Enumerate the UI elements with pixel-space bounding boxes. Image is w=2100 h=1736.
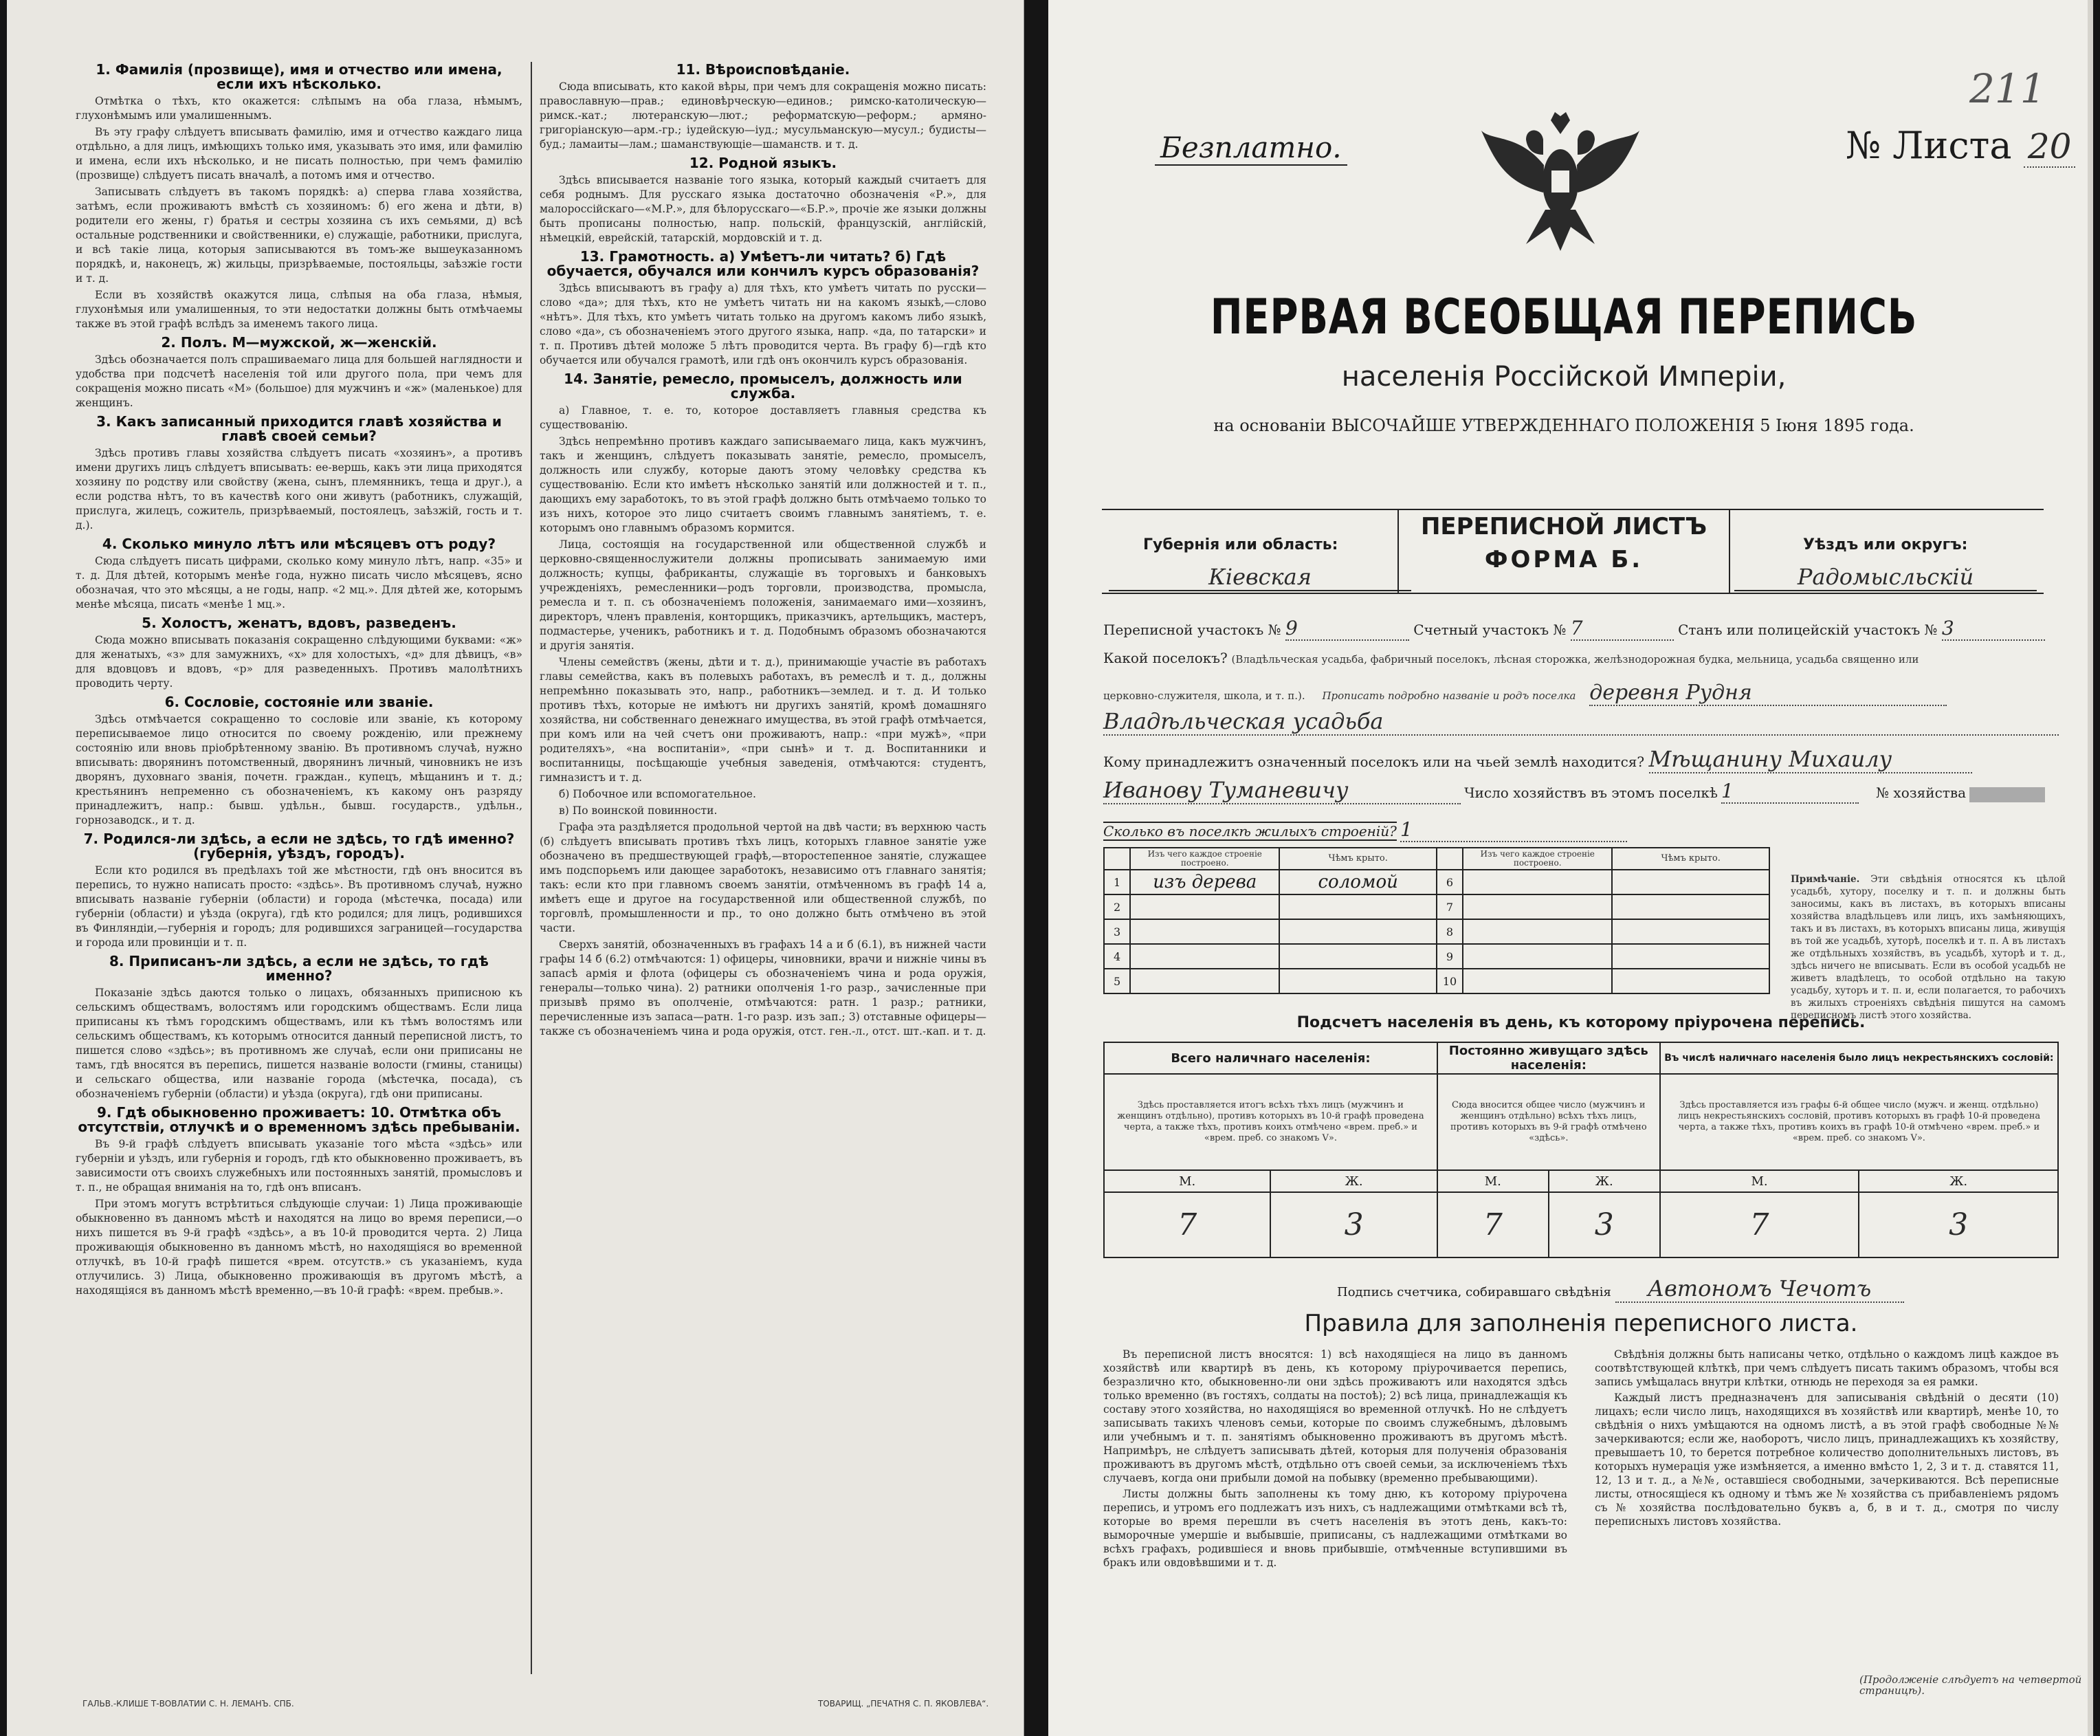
- buildings-row: [1104, 894, 1769, 919]
- section-paragraph: Здѣсь вписываютъ въ графу а) для тѣхъ, кто умѣетъ читать по русски—слово «да»; для тѣхъ, кто не умѣетъ читать ни на какомъ языкѣ,—слово «нѣтъ». Для тѣхъ, кто умѣетъ читать только на другомъ какомъ либо языкѣ, слово «да», съ обозначеніемъ этого другого языка, напр. «да, по татарски» и т. п. Противъ дѣтей моложе 5 лѣтъ проводится черта. Въ графу б)—гдѣ кто обучается или обучался грамотѣ, или гдѣ онъ окончилъ курсъ образованія.: [540, 282, 986, 366]
- rules-paragraph: Каждый листъ предназначенъ для записыванія свѣдѣній о десяти (10) лицахъ; если число лицъ, находящихся въ хозяйствѣ или квартирѣ, менѣе 10, то свѣдѣнія о нихъ умѣщаются на одномъ листѣ, а въ этой графѣ свободные №№ зачеркиваются; если же, наоборотъ, число лицъ, принадлежащихъ къ хозяйству, превышаетъ 10, то берется потребное количество дополнительныхъ листовъ, въ которыхъ нумерація уже измѣняется, а именно вмѣсто 1, 2, 3 и т. д. ставятся 11, 12, 13 и т. д., а №№, оставшіеся свободными, зачеркиваются. Всѣ переписные листы, относящіеся къ одному и тѣмъ же № хозяйства съ прибавленіемъ рядомъ съ № хозяйства послѣдовательно буквъ а, б, в и т. д., смотря по числу переписныхъ листовъ хозяйства.: [1595, 1392, 2059, 1528]
- section-heading: 8. Приписанъ-ли здѣсь, а если не здѣсь, то гдѣ именно?: [109, 953, 489, 984]
- rules-column-right: [1595, 1348, 2059, 1530]
- rules-title: Правила для заполненія переписного листа.: [1304, 1310, 1858, 1337]
- buildings-table-body: [1104, 870, 1769, 993]
- count-district-label: Счетный участокъ №: [1413, 622, 1567, 638]
- section-paragraph: Здѣсь вписывается названіе того языка, который каждый считаетъ для себя роднымъ. Для русскаго языка достаточно обозначенія «Р.», для малороссійскаго—«М.Р.», для бѣлорусскаго—«Б.Р.», прочіе же языки должны быть прописаны полностью, напр. польскій, французскій, англійскій, нѣмецкій, еврейскій, татарскій, мордовскій и т. д.: [540, 174, 986, 244]
- households-value: 1: [1721, 780, 1859, 804]
- bld-row-roof: [1612, 870, 1769, 894]
- district-value: Радомысльскій: [1734, 564, 2037, 591]
- signature-row: [1337, 1275, 1904, 1303]
- column-divider: [531, 62, 532, 1674]
- buildings-row: [1104, 919, 1769, 944]
- rules-paragraph: Листы должны быть заполнены къ тому дню, къ которому пріурочена перепись, и утромъ его подлежатъ изъ нихъ, съ надлежащими отмѣтками всѣ тѣ, которые во время перешли въ счетъ населенія въ этотъ день, какъ-то: выморочные умершіе и выбывшіе, приписаны, съ надлежащими отмѣтками во всѣхъ графахъ, родившіеся и вновь прибывшіе, отмѣченные вступившими въ бракъ или овдовѣвшими и т. д.: [1103, 1488, 1567, 1569]
- owner-value-2: Иванову Туманевичу: [1103, 777, 1461, 804]
- rules-paragraph: Свѣдѣнія должны быть написаны четко, отдѣльно о каждомъ лицѣ каждое въ соотвѣтствующей клѣткѣ, при чемъ слѣдуетъ писать такимъ образомъ, чтобы вся запись умѣщалась внутри клѣтки, отнюдь не переходя за ея рамки.: [1595, 1348, 2059, 1388]
- bld-row-roof: [1279, 919, 1437, 944]
- settlement-hint: (Владѣльческая усадьба, фабричный поселокъ, лѣсная сторожка, желѣзнодорожная будка, мельница, усадьба священно или: [1231, 653, 1919, 666]
- bld-row-material: [1130, 944, 1279, 969]
- bld-row-roof: [1279, 894, 1437, 919]
- section-paragraph: Въ эту графу слѣдуетъ вписывать фамилію, имя и отчество каждаго лица отдѣльно, а для лицъ, имѣющихъ только имя, указывать это имя, или фамилію и имена, если ихъ нѣсколько, и не писать полностью, при чемъ фамилію (прозвище) слѣдуетъ писать вначалѣ, а потомъ имя и отчество.: [76, 126, 522, 182]
- buildings-value: 1: [1400, 818, 1627, 842]
- bld-row-roof: [1612, 969, 1769, 993]
- population-table: [1103, 1042, 2059, 1258]
- section-paragraph: Если кто родился въ предѣлахъ той же мѣстности, гдѣ онъ вносится въ перепись, то нужно написать просто: «здѣсь». Въ противномъ случаѣ, нужно вписывать названіе губерніи (области) и города (мѣстечка, посада) или губерніи (области) и уѣзда (округа), гдѣ кто родился; для лицъ, родившихся въ Финляндіи,—губернія и городъ; для родившихся заграницей—государства и города или провинціи и т. п.: [76, 864, 522, 949]
- right-page: [1048, 0, 2093, 1736]
- note-text: Эти свѣдѣнія относятся къ цѣлой усадьбѣ, хутору, поселку и т. п. и должны быть заносимы, какъ въ листахъ, въ которыхъ вписаны хозяйства владѣльцевъ или лицъ, ихъ замѣняющихъ, такъ и въ листахъ, въ которыхъ вписаны лица, живущія въ той же усадьбѣ, хуторѣ, поселкѣ и т. п. А въ листахъ же отдѣльныхъ хозяйствъ, въ усадьбѣ, хуторѣ и т. д., здѣсь ничего не вписывать. Если въ особой усадьбѣ не живетъ владѣлецъ, то особой отдѣльно на такую усадьбу, хуторъ и т. п. и, если полагается, то рабочихъ въ жилыхъ строеніяхъ свѣдѣнія пишутся на самомъ переписномъ листѣ этого хозяйства.: [1791, 874, 2066, 1021]
- bld-row-material: [1463, 919, 1612, 944]
- bld-row-material: изъ дерева: [1130, 870, 1279, 894]
- section-paragraph: Члены семействъ (жены, дѣти и т. д.), принимающіе участіе въ работахъ главы семейства, какъ въ полевыхъ работахъ, въ ремеслѣ и т. д., должны непремѣнно показывать это, напр., работникъ—землед. и т. д. И только противъ тѣхъ, которые не имѣютъ ни другихъ занятій, кромѣ домашняго хозяйства, ни собственнаго денежнаго имущества, въ этой графѣ отмѣчается, при комъ или на чей счетъ они проживаютъ, напр.: «при мужѣ», «при родителяхъ», «на воспитаніи», «при сынѣ» и т. д. Воспитанники и воспитанницы, посѣщающіе учебныя заведенія, отмѣчаются: студентъ, гимназистъ и т. д.: [540, 656, 986, 784]
- settlement-value-2: Владѣльческая усадьба: [1103, 708, 2059, 736]
- form-title: ПЕРЕПИСНОЙ ЛИСТЪ: [1420, 513, 1707, 540]
- signature-value: Автономъ Чечотъ: [1615, 1275, 1904, 1303]
- settlement-value-1: деревня Рудня: [1589, 681, 1947, 706]
- pop-present-m: 7: [1104, 1192, 1270, 1257]
- free-label: Безплатно.: [1155, 131, 1347, 166]
- bld-head-material-2: Изъ чего каждое строеніе построено.: [1463, 848, 1612, 870]
- bld-row-roof: [1612, 919, 1769, 944]
- buildings-table: [1103, 847, 1770, 994]
- instructions-column-right: [540, 58, 986, 1674]
- bld-row-number: 3: [1104, 919, 1130, 944]
- section-heading: 6. Сословіе, состояніе или званіе.: [164, 694, 434, 710]
- pop-text-present: Здѣсь проставляется итогъ всѣхъ тѣхъ лицъ (мужчинъ и женщинъ отдѣльно), противъ которыхъ въ 10-й графѣ проведена черта, а также тѣхъ, противъ коихъ отмѣчено «врем. преб.» и «врем. преб. со знакомъ V».: [1104, 1074, 1437, 1170]
- owner-value-1: Мѣщанину Михаилу: [1649, 746, 1972, 773]
- census-basis: на основаніи ВЫСОЧАЙШЕ УТВЕРЖДЕННАГО ПОЛОЖЕНІЯ 5 Іюня 1895 года.: [1213, 416, 1914, 435]
- sheet-number-field: [1846, 124, 2075, 167]
- bld-row-number: 1: [1104, 870, 1130, 894]
- note-block: [1791, 873, 2066, 1022]
- pop-text-nonpeasant: Здѣсь проставляется изъ графы 6-й общее число (мужч. и женщ. отдѣльно) лицъ некрестьянскихъ сословій, противъ которыхъ въ графѣ 10-й проведена черта, а также тѣхъ, противъ коихъ въ графѣ 10-й отмѣчено «врем. преб.» и «врем. преб. со знакомъ V».: [1660, 1074, 2058, 1170]
- household-no-value: [1969, 787, 2045, 802]
- pop-f-label-2: Ж.: [1549, 1170, 1660, 1192]
- section-paragraph: Лица, состоящія на государственной или общественной службѣ и церковно-священнослужители должны прописывать занимаемую ими должность; купцы, фабриканты, служащіе въ торговыхъ и банковыхъ учрежденіяхъ, ремесленники—родъ торговли, производства, промысла, ремесла и т. п. съ обозначеніемъ положенія, занимаемаго ими—хозяинъ, директоръ, членъ правленія, конторщикъ, приказчикъ, артельщикъ, мастеръ, подмастерье, ученикъ, работникъ и т. д. Подобнымъ образомъ обозначаются и другія занятія.: [540, 538, 986, 652]
- province-value: Кіевская: [1109, 564, 1411, 591]
- section-paragraph: Здѣсь противъ главы хозяйства слѣдуетъ писать «хозяинъ», а противъ имени другихъ лицъ слѣдуетъ вписывать: ее-вершь, какъ эти лица приходятся хозяину по родству или свойству (жена, сынъ, племянникъ, теща и друг.), а если родства нѣтъ, то въ качествѣ кого они живутъ (работникъ, служащій, прислуга, жилецъ, сожитель, призрѣваемый, постоялецъ, заѣзжій, гость и т. д.).: [76, 447, 522, 531]
- section-paragraph: Здѣсь отмѣчается сокращенно то сословіе или званіе, къ которому переписываемое лицо относится по своему рожденію, или прежнему состоянію или вновь пріобрѣтенному званію. Въ противномъ случаѣ, нужно вписывать: дворянинъ потомственный, дворянинъ личный, чиновникъ не изъ дворянъ, духовнаго званія, почетн. граждан., купецъ, мѣщанинъ и т. д.; крестьянинъ непременно съ обозначеніемъ, къ какому онъ разряду принадлежитъ, напр.: бывш. удѣльн., бывш. государств., удѣльн., горнозаводск., и т. д.: [76, 713, 522, 826]
- bld-row-number: 2: [1104, 894, 1130, 919]
- section-paragraph: а) Главное, т. е. то, которое доставляетъ главныя средства къ существованію.: [540, 404, 986, 431]
- bld-head-material: Изъ чего каждое строеніе построено.: [1130, 848, 1279, 870]
- stan-label: Станъ или полицейскій участокъ №: [1678, 622, 1938, 638]
- pop-m-label-2: М.: [1437, 1170, 1549, 1192]
- pop-f-label-3: Ж.: [1859, 1170, 2058, 1192]
- section-paragraph: Сюда можно вписывать показанія сокращенно слѣдующими буквами: «ж» для женатыхъ, «з» для замужнихъ, «х» для холостыхъ, «д» для дѣвицъ, «в» для вдовцовъ и вдовъ, «р» для разведенныхъ. Противъ малолѣтнихъ проводить черту.: [76, 634, 522, 690]
- note-title: Примѣчаніе.: [1791, 874, 1860, 885]
- section-heading: 13. Грамотность. а) Умѣетъ-ли читать? б) Гдѣ обучается, обучался или кончилъ курсъ образованія?: [546, 248, 980, 279]
- census-title: ПЕРВАЯ ВСЕОБЩАЯ ПЕРЕПИСЬ: [1210, 289, 1918, 345]
- section-paragraph: Если въ хозяйствѣ окажутся лица, слѣпыя на оба глаза, нѣмыя, глухонѣмыя или умалишенныя, то эти недостатки должны быть отмѣчаемы также въ этой графѣ вслѣдъ за именемъ такого лица.: [76, 289, 522, 330]
- pop-present-f: 3: [1270, 1192, 1437, 1257]
- bld-row-roof: соломой: [1279, 870, 1437, 894]
- pop-resident-f: 3: [1549, 1192, 1660, 1257]
- buildings-row: [1104, 870, 1769, 894]
- section-paragraph: Сюда слѣдуетъ писать цифрами, сколько кому минуло лѣтъ, напр. «35» и т. д. Для дѣтей, которымъ менѣе года, нужно писать число мѣсяцевъ, ясно обозначая, что это мѣсяцы, а не годы, напр. «2 мц.». Для дѣтей же, которымъ менѣе мѣсяца, писать «менѣе 1 мц.».: [76, 555, 522, 611]
- section-heading: 7. Родился-ли здѣсь, а если не здѣсь, то гдѣ именно? (губернія, уѣздъ, городъ).: [83, 831, 515, 861]
- section-paragraph: Здѣсь непремѣнно противъ каждаго записываемаго лица, какъ мужчинъ, такъ и женщинъ, слѣдуетъ показывать занятіе, ремесло, промыселъ, должность или службу, которые даютъ этому человѣку средства къ существованію. Если кто имѣетъ нѣсколько занятій или должностей и т. п., дающихъ ему заработокъ, то въ этой графѣ должно быть отмѣчаемо только то изъ нихъ, которое это лицо считаетъ своимъ главнымъ занятіемъ, т. е. которымъ оно главнымъ образомъ кормится.: [540, 435, 986, 534]
- bld-row-number: 10: [1437, 969, 1463, 993]
- pop-resident-m: 7: [1437, 1192, 1549, 1257]
- form-header-box: [1102, 509, 2044, 594]
- buildings-table-header: [1104, 848, 1769, 870]
- census-district-row: [1103, 617, 2045, 641]
- pop-head-present: Всего наличнаго населенія:: [1104, 1042, 1437, 1074]
- bld-row-number: 5: [1104, 969, 1130, 993]
- settlement-row: [1103, 650, 2059, 666]
- census-district-label: Переписной участокъ №: [1103, 622, 1281, 638]
- rules-paragraph: Въ переписной листъ вносятся: 1) всѣ находящіеся на лицо въ данномъ хозяйствѣ или квартирѣ въ день, къ которому пріурочивается перепись, безразлично кто, обыкновенно-ли они здѣсь проживаютъ или находятся здѣсь только временно (въ гостяхъ, солдаты на постоѣ); 2) всѣ лица, принадлежащія къ составу этого хозяйства, но находящіяся во временной отлучкѣ. Но не слѣдуетъ записывать такихъ членовъ семьи, которые по своимъ служебнымъ, дѣловымъ или учебнымъ и т. п. занятіямъ обыкновенно проживаютъ въ другомъ мѣстѣ. Напримѣръ, не слѣдуетъ записывать дѣтей, которыя для полученія образованія проживаютъ въ другомъ мѣстѣ, отдѣльно отъ своей семьи, за исключеніемъ тѣхъ случаевъ, когда они прибыли домой на побывку (временно пребывающими).: [1103, 1348, 1567, 1484]
- section-paragraph: При этомъ могутъ встрѣтиться слѣдующіе случаи: 1) Лица проживающіе обыкновенно въ данномъ мѣстѣ и находятся на лицо во время переписи,—о нихъ пишется въ 9-й графѣ «здѣсь», а въ 10-й проводится черта. 2) Лица проживающія обыкновенно въ данномъ мѣстѣ, но находящіяся во временной отлучкѣ, въ 10-й графѣ пишется «врем. отсутств.» съ указаніемъ, куда отлучились. 3) Лица, обыкновенно проживающія въ другомъ мѣстѣ, а находящіяся въ данномъ мѣстѣ временно,—въ 10-й графѣ: «врем. пребыв.».: [76, 1198, 522, 1297]
- section-heading: 9. Гдѣ обыкновенно проживаетъ: 10. Отмѣтка объ отсутствіи, отлучкѣ и о временномъ здѣсь пребываніи.: [78, 1104, 520, 1135]
- section-heading: 14. Занятіе, ремесло, промыселъ, должность или служба.: [564, 371, 962, 402]
- owner-label: Кому принадлежитъ означенный поселокъ или на чьей землѣ находится?: [1103, 754, 1645, 770]
- pop-head-nonpeasant: Въ числѣ наличнаго населенія было лицъ некрестьянскихъ сословій:: [1660, 1042, 2058, 1074]
- bld-row-number: 4: [1104, 944, 1130, 969]
- bld-row-material: [1130, 969, 1279, 993]
- owner-row: [1103, 746, 1972, 773]
- section-paragraph: Здѣсь обозначается полъ спрашиваемаго лица для большей наглядности и удобства при подсчетѣ населенія той или другого пола, при чемъ для сокращенія можно писать «М» (большое) для мужчинъ и «ж» (маленькое) для женщинъ.: [76, 353, 522, 409]
- section-paragraph: б) Побочное или вспомогательное.: [559, 788, 756, 800]
- bld-row-material: [1463, 969, 1612, 993]
- pop-m-label-1: М.: [1104, 1170, 1270, 1192]
- section-heading: 1. Фамилія (прозвище), имя и отчество или имена, если ихъ нѣсколько.: [96, 61, 502, 92]
- pop-head-resident: Постоянно живущаго здѣсь населенія:: [1437, 1042, 1660, 1074]
- bld-row-number: 9: [1437, 944, 1463, 969]
- section-paragraph: Сюда вписывать, кто какой вѣры, при чемъ для сокращенія можно писать: православную—прав.; единовѣрческую—единов.; римско-католическую—римск.-кат.; лютеранскую—лют.; реформатскую—реформ.; армяно-григоріанскую—арм.-гр.; іудейскую—іуд.; мусульманскую—мусул.; будисты—буд.; ламаиты—лам.; шаманствующіе—шаманств. и т. д.: [540, 80, 986, 151]
- settlement-label: Какой поселокъ?: [1103, 650, 1228, 666]
- section-heading: 11. Вѣроисповѣданіе.: [676, 61, 850, 78]
- buildings-row: [1104, 969, 1769, 993]
- archive-number: 211: [1969, 65, 2046, 112]
- signature-label: Подпись счетчика, собиравшаго свѣдѣнія: [1337, 1285, 1611, 1299]
- section-paragraph: Показаніе здѣсь даются только о лицахъ, обязанныхъ приписною къ сельскимъ обществамъ, волостямъ или городскимъ обществамъ. Если лица приписаны къ тѣмъ городскимъ обществамъ, или къ тѣмъ волостямъ или сельскимъ обществамъ, къ которымъ относится данный переписной листъ, то пишется слово «здѣсь»; въ противномъ же случаѣ, если они приписаны не тамъ, гдѣ вносятся въ перепись, пишется названіе волости (гмины, станицы) и сельскаго общества, или названіе города (мѣстечка, посада), съ обозначеніемъ губерніи (области) и уѣзда (округа), гдѣ они приписаны.: [76, 987, 522, 1100]
- continued-note: (Продолженіе слѣдуетъ на четвертой страницѣ).: [1859, 1673, 2082, 1697]
- pop-text-resident: Сюда вносится общее число (мужчинъ и женщинъ отдѣльно) всѣхъ тѣхъ лицъ, противъ которыхъ въ 9-й графѣ отмѣчено «здѣсь».: [1437, 1074, 1660, 1170]
- province-label: Губернія или область:: [1143, 536, 1338, 553]
- sheet-number: 20: [2024, 127, 2076, 168]
- section-paragraph: Въ 9-й графѣ слѣдуетъ вписывать указаніе того мѣста «здѣсь» или губерніи и уѣздъ, или губернія и городъ, гдѣ кто обыкновенно проживаетъ, въ зависимости отъ своихъ служебныхъ или постоянныхъ занятій, промысловъ и т. п., не обращая вниманія на то, гдѣ онъ вписанъ.: [76, 1138, 522, 1194]
- section-heading: 4. Сколько минуло лѣтъ или мѣсяцевъ отъ роду?: [102, 536, 496, 552]
- count-district-value: 7: [1571, 617, 1674, 641]
- district-label: Уѣздъ или округъ:: [1803, 536, 1968, 553]
- rules-column-left: [1103, 1348, 1567, 1572]
- sheet-label: № Листа: [1846, 124, 2012, 167]
- settlement-hint-2: церковно-служителя, школа, и т. п.).: [1103, 690, 1305, 702]
- settlement-hint-row: [1103, 681, 2059, 706]
- form-subtitle: ФОРМА Б.: [1484, 546, 1644, 573]
- printer-note-right: ТОВАРИЩ. „ПЕЧАТНЯ С. П. ЯКОВЛЕВА“.: [818, 1699, 989, 1708]
- section-heading: 2. Полъ. М—мужской, ж—женскій.: [161, 334, 437, 351]
- printer-note-left: ГАЛЬВ.-КЛИШЕ Т-ВОВЛАТИИ С. Н. ЛЕМАНЪ. СПБ.: [82, 1699, 294, 1708]
- bld-row-number: 6: [1437, 870, 1463, 894]
- left-page: [7, 0, 1024, 1736]
- bld-row-roof: [1279, 969, 1437, 993]
- buildings-row: [1104, 944, 1769, 969]
- section-paragraph: в) По воинской повинности.: [559, 804, 718, 817]
- buildings-label: Сколько въ поселкѣ жилыхъ строеній?: [1103, 823, 1397, 839]
- households-row: [1103, 777, 2059, 804]
- pop-nonpeasant-m: 7: [1660, 1192, 1859, 1257]
- buildings-row: [1103, 818, 1627, 842]
- bld-row-material: [1130, 919, 1279, 944]
- census-district-value: 9: [1285, 617, 1409, 641]
- household-no-label: № хозяйства: [1876, 784, 1967, 801]
- section-paragraph: Графа эта раздѣляется продольной чертой на двѣ части; въ верхнюю часть (б) слѣдуетъ вписывать противъ тѣхъ лицъ, которыхъ главное занятіе уже обозначено въ предшествующей графѣ,—второстепенное занятіе, служащее имъ подспорьемъ или дающее заработокъ, независимо отъ главнаго занятія; такъ: если кто при главномъ своемъ занятіи, отмѣченномъ въ графѣ 14 а, имѣетъ еще и другое на государственной или общественной службѣ, по торговлѣ, промышленности и пр., то оно должно быть отмѣчено въ этой части.: [540, 821, 986, 934]
- census-subtitle: населенія Россійской Имперіи,: [1341, 361, 1787, 393]
- stacked-page-edge: [2088, 0, 2093, 1736]
- section-heading: 3. Какъ записанный приходится главѣ хозяйства и главѣ своей семьи?: [96, 413, 502, 444]
- imperial-eagle-emblem: [1478, 107, 1643, 254]
- bld-row-material: [1130, 894, 1279, 919]
- bld-row-number: 8: [1437, 919, 1463, 944]
- bld-row-material: [1463, 894, 1612, 919]
- section-paragraph: Записывать слѣдуетъ въ такомъ порядкѣ: а) сперва глава хозяйства, затѣмъ, если проживаютъ вмѣстѣ съ хозяиномъ: б) его жена и дѣти, в) родители его жены, г) братья и сестры хозяина съ ихъ семьями, д) всѣ остальные родственники и свойственники, е) служащіе, работники, прислуга, и всѣ такіе лица, которыя записываются въ томъ-же вышеуказанномъ порядкѣ, и, наконецъ, ж) жильцы, призрѣваемые, постояльцы, заѣзжіе гости и т. д.: [76, 186, 522, 285]
- bld-row-roof: [1279, 944, 1437, 969]
- form-title-cell: [1397, 510, 1730, 593]
- pop-nonpeasant-f: 3: [1859, 1192, 2058, 1257]
- bld-row-roof: [1612, 894, 1769, 919]
- bld-row-number: 7: [1437, 894, 1463, 919]
- bld-row-material: [1463, 870, 1612, 894]
- instructions-column-left: [76, 58, 522, 1674]
- stan-value: 3: [1942, 617, 2045, 641]
- bld-row-roof: [1612, 944, 1769, 969]
- section-paragraph: Отмѣтка о тѣхъ, кто окажется: слѣпымъ на оба глаза, нѣмымъ, глухонѣмымъ или умалишеннымъ.: [76, 95, 522, 122]
- households-label: Число хозяйствъ въ этомъ поселкѣ: [1464, 784, 1718, 801]
- bld-head-roof-2: Чѣмъ крыто.: [1612, 848, 1769, 870]
- population-title: Подсчетъ населенія въ день, къ которому пріурочена перепись.: [1296, 1014, 1866, 1031]
- section-paragraph: Сверхъ занятій, обозначенныхъ въ графахъ 14 а и б (6.1), въ нижней части графы 14 б (6.2) отмѣчаются: 1) офицеры, чиновники, врачи и нижніе чины въ запасѣ армія и флота (офицеры съ обозначеніемъ чина и рода оружія, генералы—только чина). 2) ратники ополченія 1-го разр., зачисленные при призывѣ прямо въ ополченіе, отмѣчаются: ратн. 1 разр.; ратники, перечисленные изъ запаса—ратн. 1-го разр. изъ зап.; 3) отставные офицеры—также съ обозначеніемъ чина и рода оружія, отст. ген.-л., отст. шт.-кап. и т. д.: [540, 938, 986, 1037]
- pop-f-label-1: Ж.: [1270, 1170, 1437, 1192]
- pop-m-label-3: М.: [1660, 1170, 1859, 1192]
- section-heading: 12. Родной языкъ.: [689, 155, 837, 171]
- section-heading: 5. Холостъ, женатъ, вдовъ, разведенъ.: [142, 615, 456, 631]
- settlement-hint-3: Прописать подробно названіе и родъ поселка: [1322, 690, 1576, 702]
- bld-row-material: [1463, 944, 1612, 969]
- bld-head-roof: Чѣмъ крыто.: [1279, 848, 1437, 870]
